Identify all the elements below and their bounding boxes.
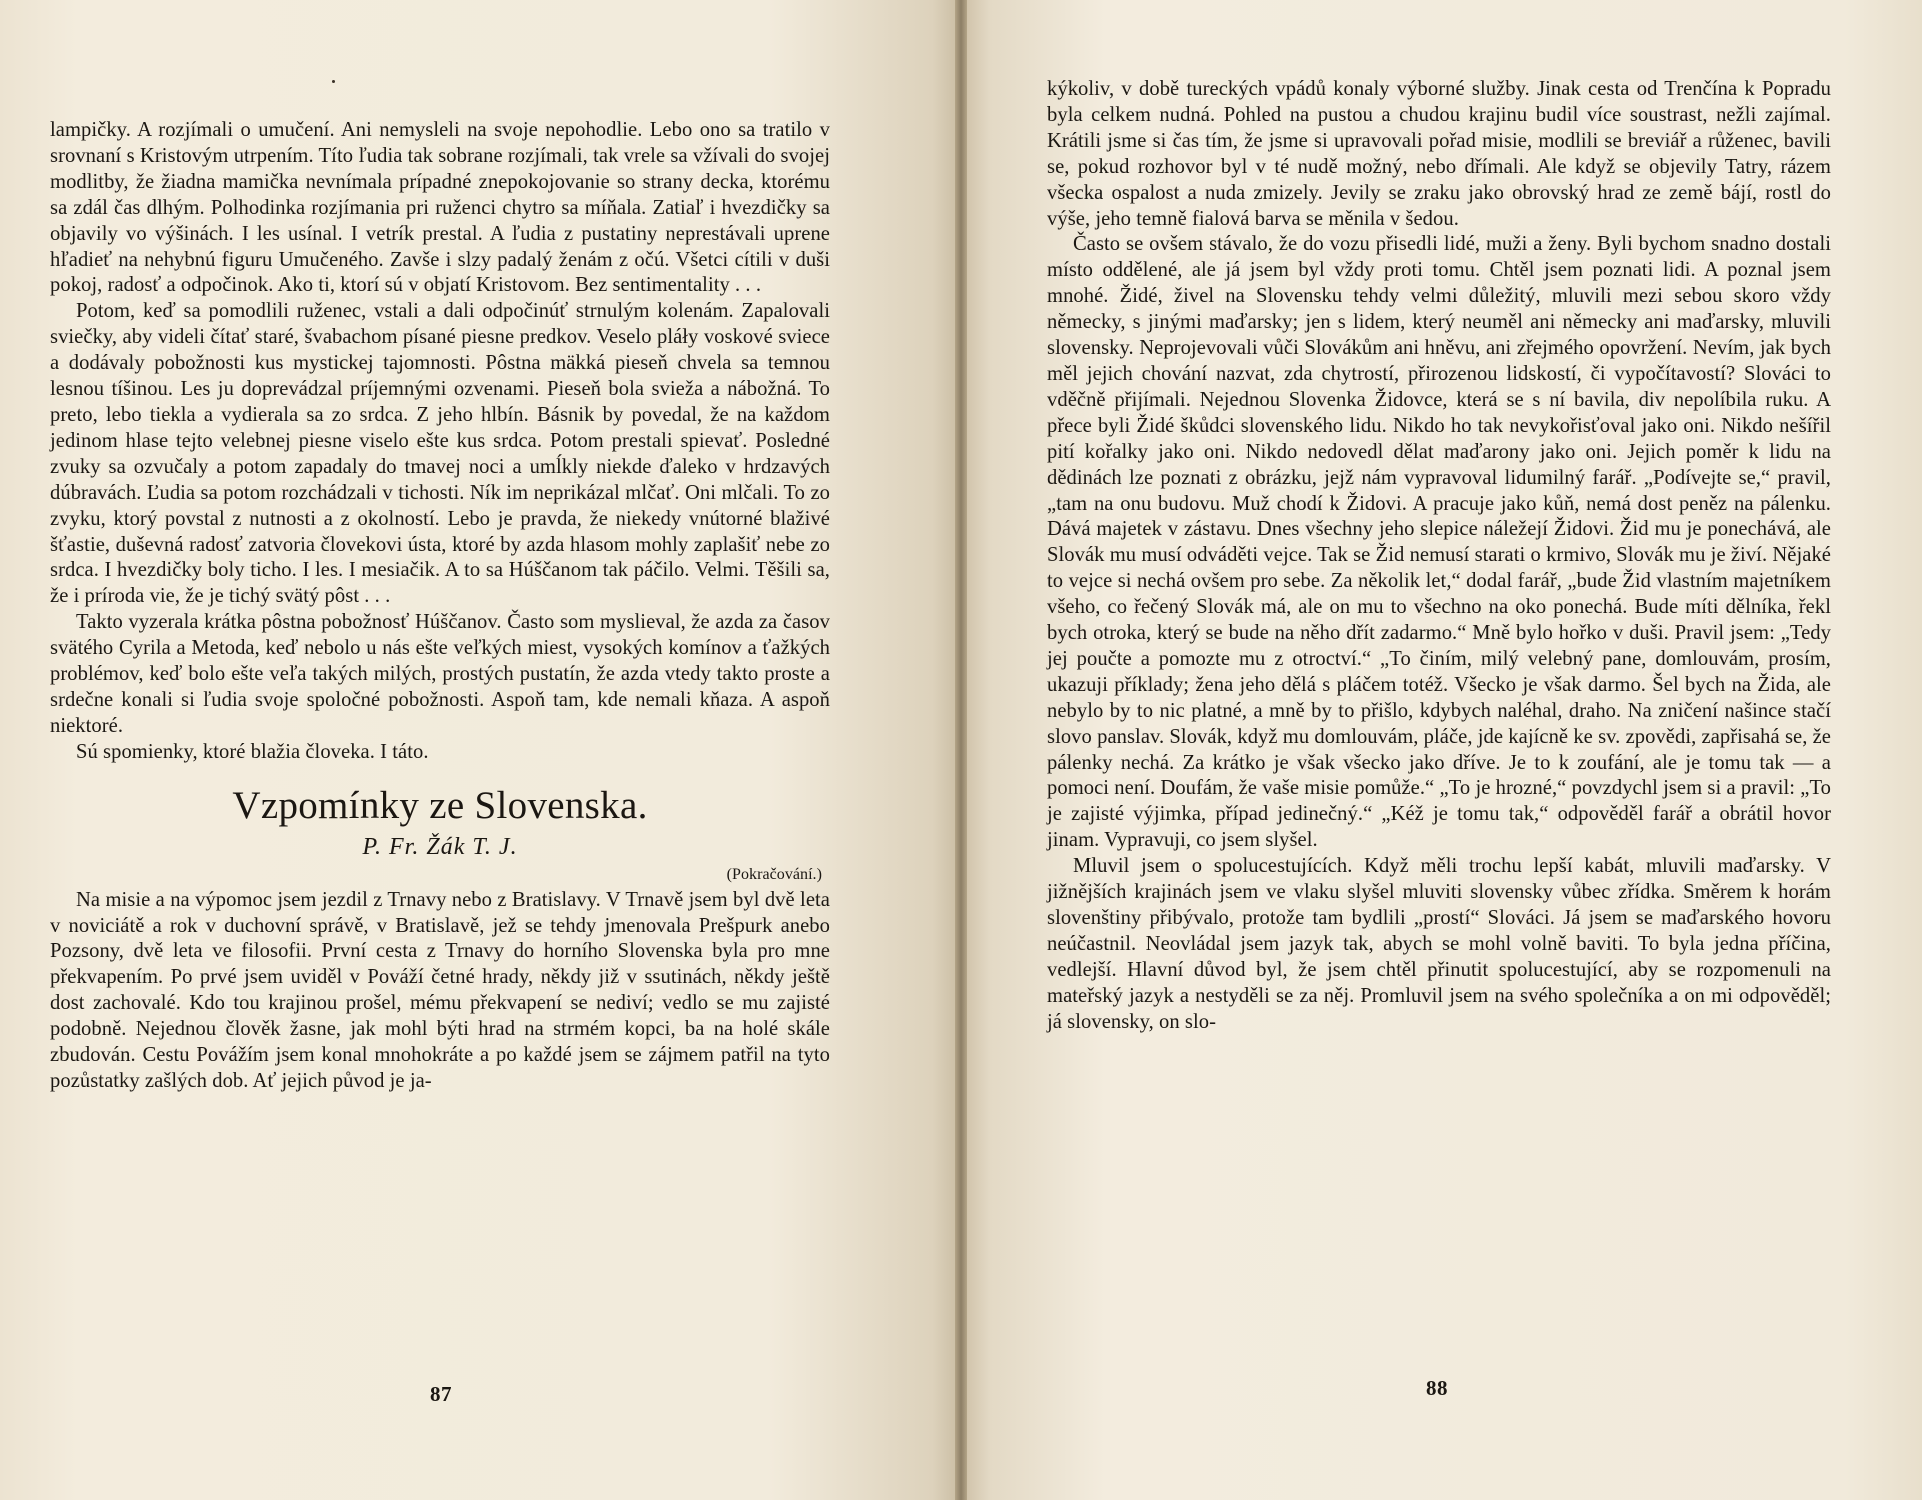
paragraph: Na misie a na výpomoc jsem jezdil z Trnavy nebo z Bratislavy. V Trnavě jsem byl dvě leta v noviciátě a rok v duchovní správě, v Bratislavě, jež se tehdy jmenovala Prešpurk anebo Pozsony, dvě leta ve filosofii. První cesta z Trnavy do horního Slovenska byla pro mne překvapením. Po prvé jsem uviděl v Pováží četné hrady, někdy již v ssutinách, někdy ještě dost zachovalé. Kdo tou krajinou prošel, mému překvapení se nediví; vedlo se mu zajisté podobně. Nejednou člověk žasne, jak mohl býti hrad na strmém kopci, ba na holé skále zbudován. Cestu Povážím jsem konal mnohokráte a po každé jsem se zájmem patřil na tyto pozůstatky zašlých dob. Ať jejich původ je ja- xyxy=(50,888,830,1092)
paragraph: Takto vyzerala krátka pôstna pobožnosť Húščanov. Často som myslieval, že azda za časov svätého Cyrila a Metoda, keď nebolo u nás ešte veľkých miest, vysokých komínov a ťažkých problémov, keď bolo ešte veľa takých milých, prostých pustatín, že azda vtedy takto proste a srdečne konali si ľudia svoje spoločné pobožnosti. Aspoň tam, kde nemali kňaza. A aspoň niektoré. xyxy=(50,611,830,737)
print-speck xyxy=(332,80,335,83)
paragraph: Sú spomienky, ktoré blažia človeka. I táto. xyxy=(76,740,429,763)
right-page xyxy=(961,0,1922,1500)
page-number: 87 xyxy=(430,1382,452,1406)
article-title: Vzpomínky ze Slovenska. xyxy=(232,783,648,827)
page-number: 88 xyxy=(1426,1376,1448,1400)
paragraph: Mluvil jsem o spolucestujících. Když měli trochu lepší kabát, mluvili maďarsky. V jižnějších krajinách jsem ve vlaku slyšel mluviti slovensky vůbec zřídka. Směrem k horám slovenštiny přibývalo, protože tam bydlili „prostí“ Slováci. Já jsem se maďarského hovoru neúčastnil. Neovládal jsem jazyk tak, abych se mohl volně baviti. To byla jedna příčina, vedlejší. Hlavní důvod byl, že jsem chtěl přinutit spolucestující, aby se rozpomenuli na mateřský jazyk a nestyděli se za něj. Promluvil jsem na svého společníka a on mi odpověděl; já slovensky, on slo- xyxy=(1047,855,1831,1033)
paragraph: Často se ovšem stávalo, že do vozu přisedli lidé, muži a ženy. Byli bychom snadno dostali místo oddělené, ale já jsem byl vždy proti tomu. Chtěl jsem poznati lidi. A poznal jsem mnohé. Židé, živel na Slovensku tehdy velmi důležitý, mluvili mezi sebou skoro vždy německy, s jinými maďarsky; jen s lidem, který neuměl ani německy ani maďarsky, mluvili slovensky. Neprojevovali vůči Slovákům ani hněvu, ani zřejmého opovržení. Nevím, jak bych měl jejich chování nazvat, zda chytrostí, přirozenou lidskostí, či vypočítavostí? Slováci to vděčně přijímali. Nejednou Slovenka Židovce, která se s ní bavila, div nepolíbila ruku. A přece byli Židé škůdci slovenského lidu. Nikdo ho tak nevykořisťoval jako oni. Nikdo nešířil pití kořalky jako oni. Nikdo nedovedl dělat maďarony jako oni. Jejich poměr k lidu na dědinách lze poznati z obrázku, jejž nám vypravoval lidumilný farář. „Podívejte se,“ pravil, „tam na onu budovu. Muž chodí k Židovi. A pracuje jako kůň, nemá dost peněz na pálenku. Dává majetek v zástavu. Dnes všechny jeho slepice náležejí Židovi. Žid mu je ponechává, ale Slovák mu musí odváděti vejce. Tak se Žid nemusí starati o krmivo, Slovák mu je živí. Nějaké to vejce si nechá ovšem pro sebe. Za několik let,“ dodal farář, „bude Žid vlastním majetníkem všeho, co řečený Slovák má, ale on mu to všechno na oko ponechá. Bude míti dělníka, řekl bych otroka, který se bude na něho dřít zadarmo.“ Mně bylo hořko v duši. Pravil jsem: „Tedy jej poučte a pomozte mu z otroctví.“ „To činím, milý velebný pane, domlouvám, prosím, ukazuji příklady; žena jeho dělá s pláčem totéž. Všecko je však darmo. Šel bych na Žida, ale nebylo by to nic platné, a mně by to přišlo, kdybych naléhal, draho. Na zničení našince stačí slovo panslav. Slovák, když mu domlouvám, pláče, jde kajícně ke sv. zpovědi, zapřisahá se, že pálenky nechá. Za krátko je však všecko jako dříve. Je to k zoufání, ale je tomu tak — a pomoci není. Doufám, že vaše misie pomůže.“ „To je hrozné,“ povzdychl jsem si a pravil: „To je zajisté výjimka, případ jedinečný.“ „Kéž je tomu tak,“ odpověděl farář a obrátil hovor jinam. Vypravuji, co jsem slyšel. xyxy=(1047,233,1831,852)
article-author: P. Fr. Žák T. J. xyxy=(362,833,518,860)
book-gutter xyxy=(955,0,967,1500)
paragraph: kýkoliv, v době tureckých vpádů konaly výborné služby. Jinak cesta od Trenčína k Popradu byla celkem nudná. Pohled na pustou a chudou krajinu budil více soustrast, nežli zajímal. Krátili jsme si čas tím, že jsme si upravovali pořad misie, modlili se breviář a růženec, bavili se, pokud rozhovor byl v té nudě možný, nebo dřímali. Ale když se objevily Tatry, rázem všecka ospalost a nuda zmizely. Jevily se zraku jako obrovský hrad ze země bájí, rostl do výše, jeho temně fialová barva se měnila v šedou. xyxy=(1047,78,1831,230)
continuation-note: (Pokračování.) xyxy=(726,865,822,883)
paragraph: lampičky. A rozjímali o umučení. Ani nemysleli na svoje nepohodlie. Lebo ono sa tratilo v srovnaní s Kristovým utrpením. Títo ľudia tak sobrane rozjímali, tak vrele sa vžívali do svojej modlitby, že žiadna mamička nevnímala prípadné znepokojovanie so strany decka, ktorému sa zdál čas dlhým. Polhodinka rozjímania pri ruženci chytro sa míňala. Zatiaľ i hvezdičky sa objavily vo výšinách. I les usínal. I vetrík prestal. A ľudia z pustatiny neprestávali uprene hľadieť na nehybnú figuru Umučeného. Zavše i slzy padalý ženám z očú. Všetci cítili v duši pokoj, radosť a odpočinok. Ako ti, ktorí sú v objatí Kristovom. Bez sentimentality . . . xyxy=(50,119,830,297)
paragraph: Potom, keď sa pomodlili ruženec, vstali a dali odpočinúť strnulým kolenám. Zapalovali sviečky, aby videli čítať staré, švabachom písané piesne predkov. Veselo pláły voskové sviece a dodávaly pobožnosti kus mystickej tajomnosti. Pôstna mäkká pieseň chvela sa temnou lesnou tíšinou. Les ju doprevádzal príjemnými ozvenami. Pieseň bola svieža a nábožná. To preto, lebo tiekla a vydierala sa zo srdca. Z jeho hlbín. Básnik by povedal, že na každom jedinom hlase tejto velebnej piesne viselo ešte kus srdca. Potom prestali spievať. Posledné zvuky sa ozvučaly a potom zapadaly do tmavej noci a umĺkly niekde ďaleko v hrdzavých dúbravách. Ľudia sa potom rozchádzali v tichosti. Ník im neprikázal mlčať. Oni mlčali. To zo zvyku, ktorý povstal z nutnosti a z okolností. Lebo je pravda, že niekedy vnútorné blaživé šťastie, duševná radosť zatvoria človekovi ústa, ktoré by azda hlasom mohly zaplašiť nebe zo srdca. I hvezdičky boly ticho. I les. I mesiačik. A to sa Húščanom tak páčilo. Velmi. Těšili sa, že i príroda vie, že je tichý svätý pôst . . . xyxy=(50,300,830,608)
right-page-text xyxy=(1047,77,1831,1036)
left-page-text xyxy=(50,118,830,1095)
